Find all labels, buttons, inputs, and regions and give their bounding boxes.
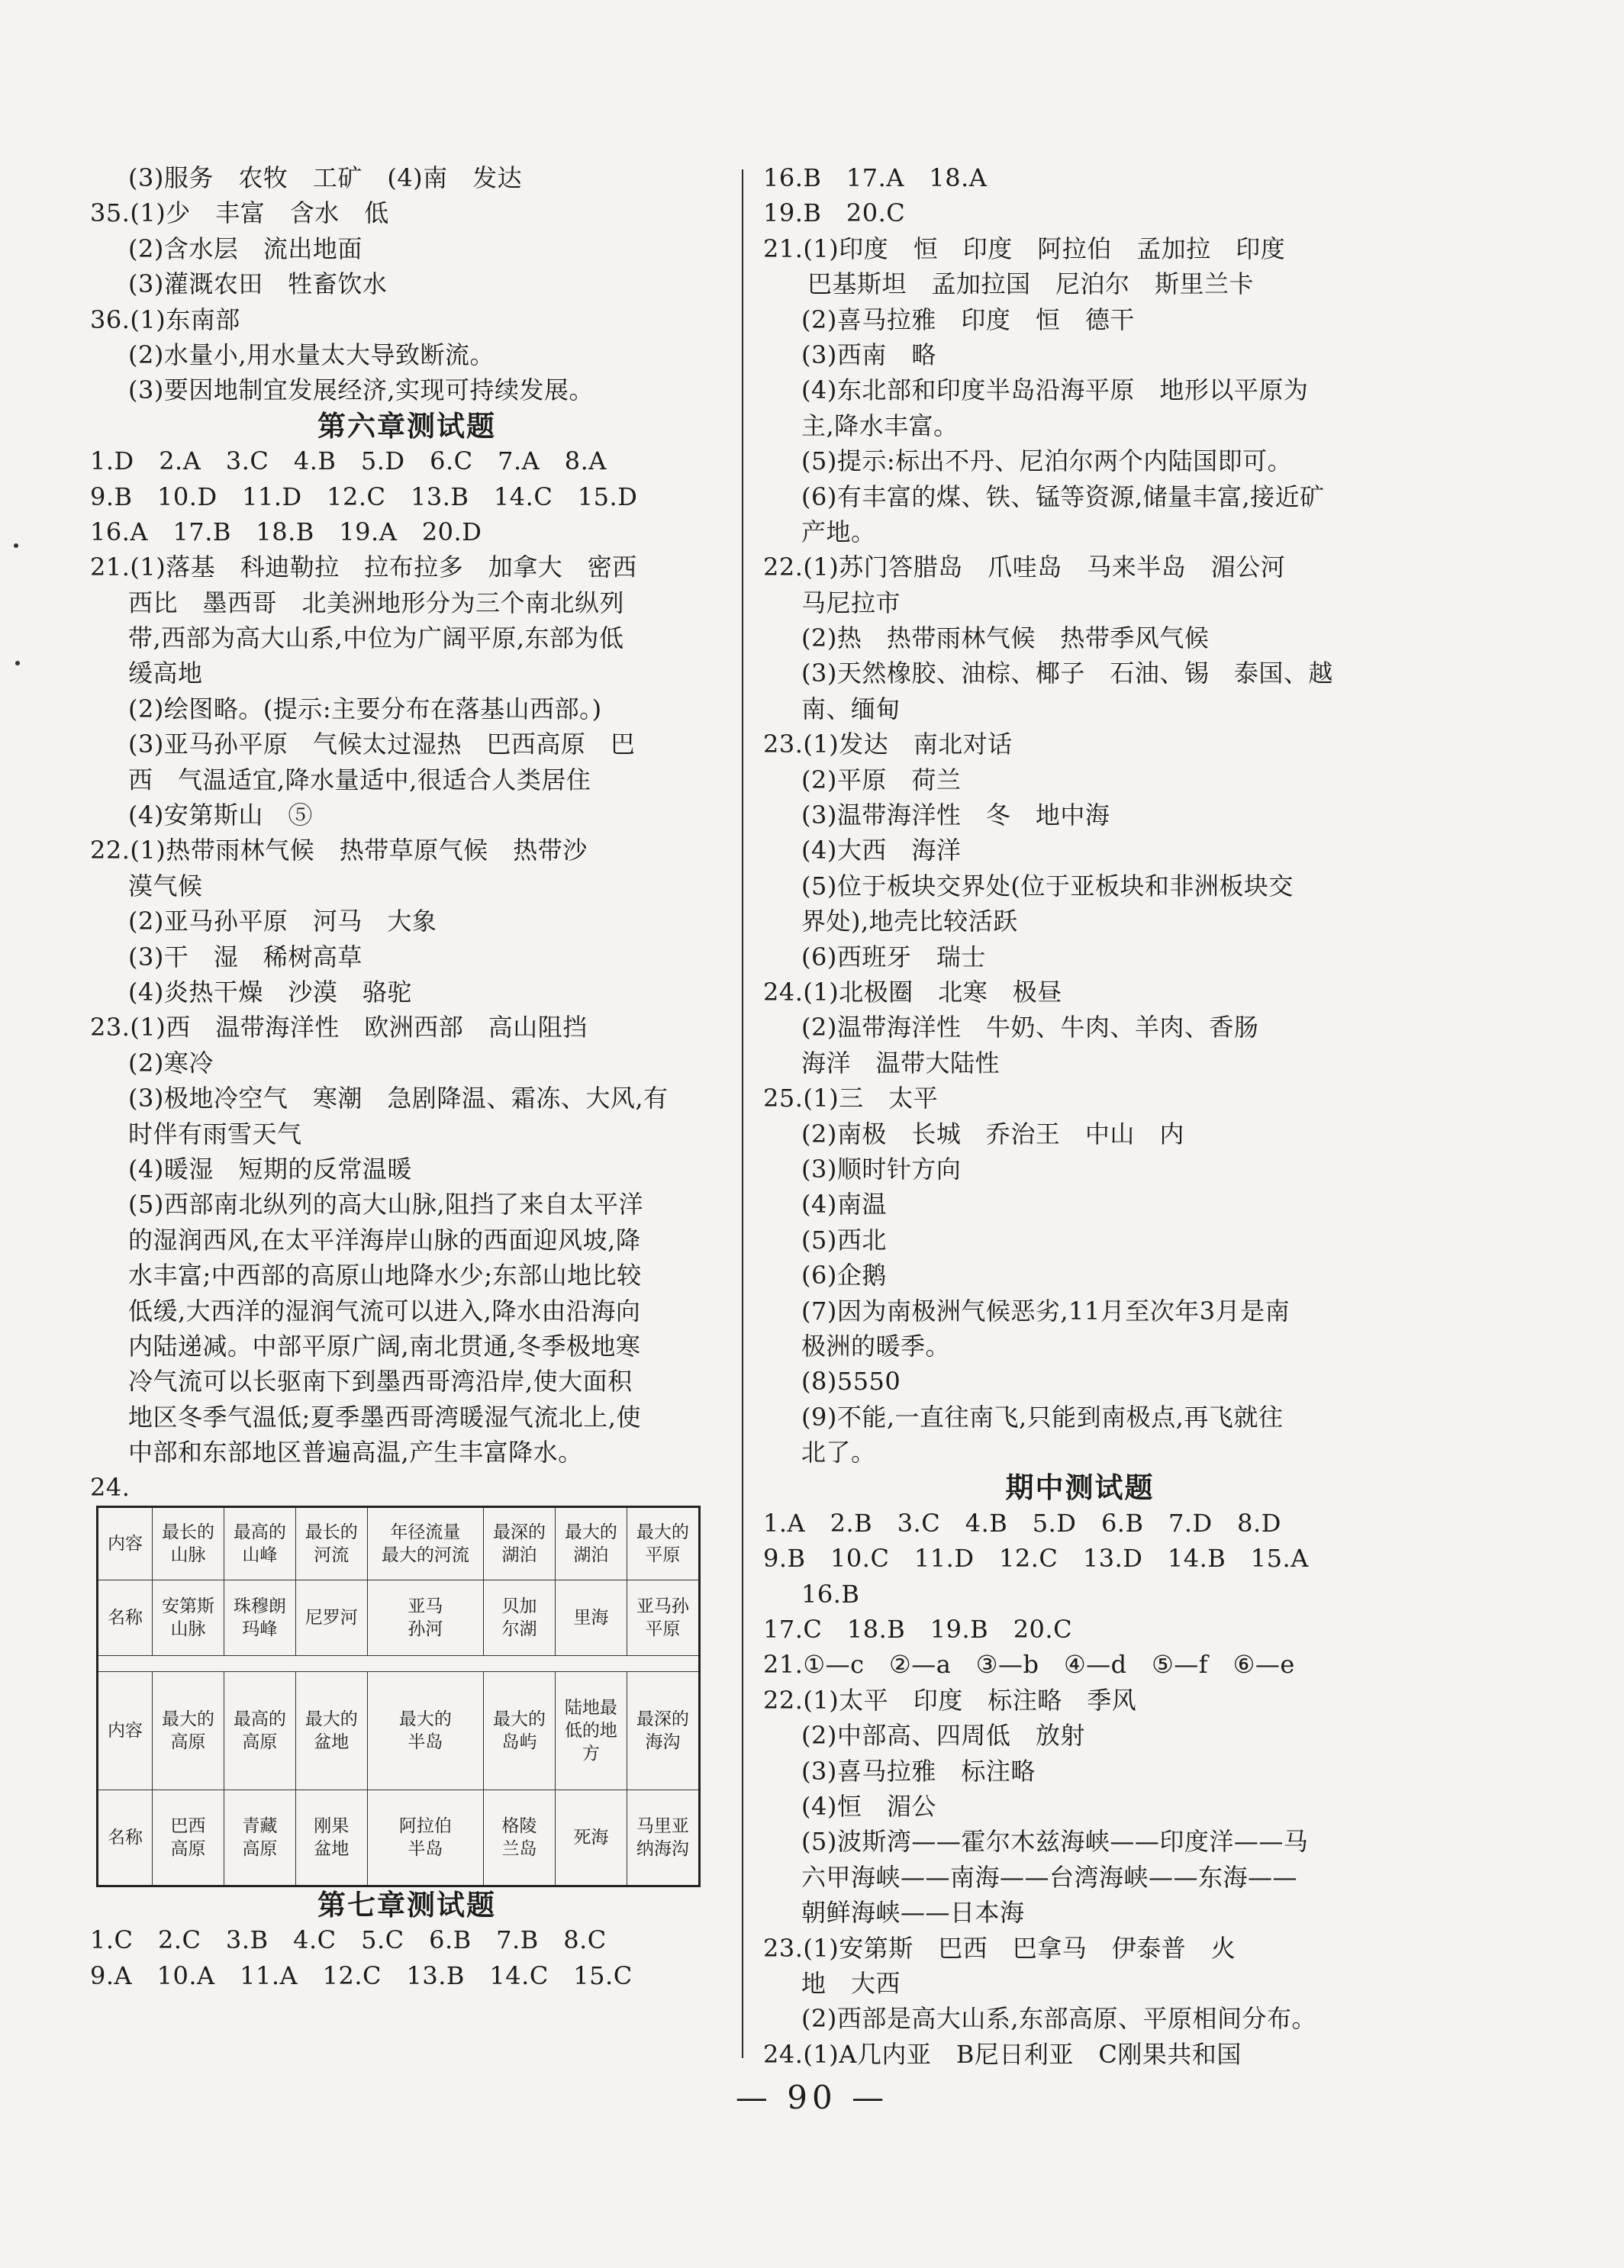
text-line: (2)喜马拉雅 印度 恒 德干 xyxy=(801,304,1135,334)
text-line: (3)喜马拉雅 标注略 xyxy=(801,1756,1036,1786)
table-cell xyxy=(627,1506,699,1580)
text-line: (5)西北 xyxy=(801,1225,887,1255)
text-line: (5)西部南北纵列的高大山脉,阻挡了来自太平洋 xyxy=(128,1190,644,1219)
text-line: (2)平原 荷兰 xyxy=(801,765,962,794)
cell-text: 半岛 xyxy=(408,1732,443,1752)
table-cell xyxy=(98,1506,153,1580)
cell-text: 岛屿 xyxy=(501,1732,537,1752)
text-line: 24.(1)A几内亚 B尼日利亚 C刚果共和国 xyxy=(763,2039,1242,2069)
cell-text: 最高的 xyxy=(233,1522,286,1542)
text-line: 16.A 17.B 18.B 19.A 20.D xyxy=(90,517,482,546)
text-line: 24.(1)北极圈 北寒 极昼 xyxy=(763,977,1062,1007)
cell-text: 最大的 xyxy=(304,1709,358,1729)
cell-text: 巴西 xyxy=(170,1815,206,1836)
text-line: 9.B 10.D 11.D 12.C 13.B 14.C 15.D xyxy=(90,482,638,511)
cell-text: 平原 xyxy=(645,1619,681,1639)
table-cell xyxy=(224,1671,295,1790)
table-row xyxy=(98,1790,700,1886)
text-line: (6)有丰富的煤、铁、锰等资源,储量丰富,接近矿 xyxy=(801,482,1325,511)
table-cell xyxy=(555,1506,627,1580)
cell-text: 山峰 xyxy=(242,1545,278,1565)
cell-text: 高原 xyxy=(242,1732,278,1752)
text-line: (2)寒冷 xyxy=(128,1048,214,1078)
text-line: 马尼拉市 xyxy=(801,588,901,617)
cell-text: 阿拉伯 xyxy=(398,1815,452,1836)
cell-text: 安第斯 xyxy=(161,1596,214,1616)
table-cell xyxy=(224,1506,295,1580)
text-line: 主,降水丰富。 xyxy=(801,411,959,440)
text-line: 六甲海峡——南海——台湾海峡——东海—— xyxy=(801,1862,1298,1892)
table-cell xyxy=(153,1671,224,1790)
cell-text: 山脉 xyxy=(170,1545,206,1565)
cell-text: 最深的 xyxy=(636,1709,689,1729)
right-column xyxy=(763,160,1397,2072)
text-line: (6)企鹅 xyxy=(801,1261,887,1290)
text-line: 界处),地壳比较活跃 xyxy=(801,907,1018,936)
text-line: 16.B xyxy=(801,1579,860,1609)
text-line: (3)西南 略 xyxy=(801,340,936,369)
text-line: 21.(1)落基 科迪勒拉 拉布拉多 加拿大 密西 xyxy=(90,553,637,582)
text-line: (3)天然橡胶、油棕、椰子 石油、锡 泰国、越 xyxy=(801,659,1333,688)
table-cell xyxy=(484,1671,556,1790)
table-row xyxy=(98,1506,700,1580)
margin-dot xyxy=(14,543,18,548)
text-line: (7)因为南极洲气候恶劣,11月至次年3月是南 xyxy=(801,1296,1290,1326)
cell-text: 最大的 xyxy=(398,1709,452,1729)
table-cell xyxy=(555,1790,627,1886)
text-line: (2)亚马孙平原 河马 大象 xyxy=(128,907,437,936)
text-line: 21.①—c ②—a ③—b ④—d ⑤—f ⑥—e xyxy=(763,1650,1295,1680)
text-line: (3)极地冷空气 寒潮 急剧降温、霜冻、大风,有 xyxy=(128,1084,669,1113)
text-line: 17.C 18.B 19.B 20.C xyxy=(763,1615,1073,1645)
text-line: (2)西部是高大山系,东部高原、平原相间分布。 xyxy=(801,2004,1317,2034)
cell-text: 盆地 xyxy=(314,1838,350,1859)
text-line: 19.B 20.C xyxy=(763,198,906,228)
cell-text: 高原 xyxy=(242,1838,278,1859)
text-line: (2)绘图略。(提示:主要分布在落基山西部。) xyxy=(128,694,602,723)
text-line: 西 气温适宜,降水量适中,很适合人类居住 xyxy=(128,765,591,794)
text-line: (2)南极 长城 乔治王 中山 内 xyxy=(801,1119,1184,1148)
table-cell xyxy=(367,1580,483,1655)
cell-text: 内容 xyxy=(108,1533,143,1554)
left-column xyxy=(90,160,723,1993)
cell-text: 亚马 xyxy=(408,1596,443,1616)
midterm-title: 期中测试题 xyxy=(1005,1471,1155,1505)
table-cell xyxy=(555,1671,627,1790)
cell-text: 玛峰 xyxy=(242,1619,278,1639)
cell-text: 最长的 xyxy=(161,1522,214,1542)
cell-text: 珠穆朗 xyxy=(233,1596,286,1616)
table-cell xyxy=(295,1506,367,1580)
text-line: 北了。 xyxy=(801,1438,876,1467)
cell-text: 河流 xyxy=(314,1545,350,1565)
cell-text: 最大的河流 xyxy=(381,1545,469,1565)
text-line: (3)亚马孙平原 气候太过湿热 巴西高原 巴 xyxy=(128,730,636,759)
text-line: (4)大西 海洋 xyxy=(801,836,962,865)
cell-text: 亚马孙 xyxy=(636,1596,689,1616)
cell-text: 内容 xyxy=(108,1720,143,1741)
cell-text: 湖泊 xyxy=(573,1545,609,1565)
text-line: (3)服务 农牧 工矿 (4)南 发达 xyxy=(128,163,523,192)
table-cell xyxy=(627,1790,699,1886)
table-cell xyxy=(627,1671,699,1790)
text-line: 冷气流可以长驱南下到墨西哥湾沿岸,使大面积 xyxy=(128,1367,633,1397)
table-cell xyxy=(484,1580,556,1655)
text-line: (3)干 湿 稀树高草 xyxy=(128,942,362,971)
text-line: 水丰富;中西部的高原山地降水少;东部山地比较 xyxy=(128,1261,642,1290)
text-line: (4)暖湿 短期的反常温暖 xyxy=(128,1154,412,1184)
text-line: 西比 墨西哥 北美洲地形分为三个南北纵列 xyxy=(128,588,625,617)
table-cell xyxy=(98,1790,153,1886)
table-cell xyxy=(555,1580,627,1655)
world-records-table xyxy=(96,1506,701,1887)
table-cell xyxy=(224,1790,295,1886)
margin-dot xyxy=(15,661,20,665)
text-line: (3)要因地制宜发展经济,实现可持续发展。 xyxy=(128,375,594,405)
table-cell xyxy=(153,1580,224,1655)
text-line: 时伴有雨雪天气 xyxy=(128,1119,302,1148)
text-line: 9.A 10.A 11.A 12.C 13.B 14.C 15.C xyxy=(90,1960,633,1990)
text-line: (4)南温 xyxy=(801,1190,887,1219)
text-line: 海洋 温带大陆性 xyxy=(801,1048,1000,1078)
text-line: (5)位于板块交界处(位于亚板块和非洲板块交 xyxy=(801,871,1294,900)
text-line: 内陆递减。中部平原广阔,南北贯通,冬季极地寒 xyxy=(128,1331,641,1361)
text-line: 1.C 2.C 3.B 4.C 5.C 6.B 7.B 8.C xyxy=(90,1925,607,1955)
text-line: 36.(1)东南部 xyxy=(90,304,240,334)
text-line: 朝鲜海峡——日本海 xyxy=(801,1898,1025,1928)
cell-text: 最大的 xyxy=(161,1709,214,1729)
cell-text: 方 xyxy=(582,1743,600,1764)
text-line: (8)5550 xyxy=(801,1367,901,1397)
cell-text: 最大的 xyxy=(564,1522,617,1542)
text-line: 的湿润西风,在太平洋海岸山脉的西面迎风坡,降 xyxy=(128,1225,641,1255)
chapter7-title: 第七章测试题 xyxy=(317,1887,496,1922)
cell-text: 死海 xyxy=(573,1827,609,1848)
text-line: 22.(1)热带雨林气候 热带草原气候 热带沙 xyxy=(90,836,588,865)
text-line: 低缓,大西洋的湿润气流可以进入,降水由沿海向 xyxy=(128,1296,641,1326)
cell-text: 湖泊 xyxy=(501,1545,537,1565)
text-line: 23.(1)发达 南北对话 xyxy=(763,730,1013,759)
text-line: (4)恒 湄公 xyxy=(801,1791,936,1821)
cell-text: 最深的 xyxy=(492,1522,546,1542)
column-divider xyxy=(742,169,743,2058)
text-line: 35.(1)少 丰富 含水 低 xyxy=(90,198,389,228)
text-line: (3)灌溉农田 牲畜饮水 xyxy=(128,269,388,299)
text-line: 漠气候 xyxy=(128,871,203,900)
text-line: (6)西班牙 瑞士 xyxy=(801,942,986,971)
text-line: 24. xyxy=(90,1473,130,1503)
text-line: 25.(1)三 太平 xyxy=(763,1084,939,1113)
text-line: (2)温带海洋性 牛奶、牛肉、羊肉、香肠 xyxy=(801,1013,1259,1042)
cell-text: 名称 xyxy=(108,1607,143,1628)
table-row xyxy=(98,1580,700,1655)
text-line: (3)顺时针方向 xyxy=(801,1154,962,1184)
cell-text: 低的地 xyxy=(564,1720,617,1741)
cell-text: 山脉 xyxy=(170,1619,206,1639)
text-line: (4)炎热干燥 沙漠 骆驼 xyxy=(128,977,412,1007)
text-line: (5)波斯湾——霍尔木兹海峡——印度洋——马 xyxy=(801,1827,1309,1857)
cell-text: 最长的 xyxy=(304,1522,358,1542)
text-line: (2)含水层 流出地面 xyxy=(128,234,362,263)
table-spacer-row xyxy=(98,1655,700,1671)
text-line: (9)不能,一直往南飞,只能到南极点,再飞就往 xyxy=(801,1402,1284,1432)
table-cell xyxy=(295,1671,367,1790)
cell-text: 青藏 xyxy=(242,1815,278,1836)
cell-text: 陆地最 xyxy=(564,1697,617,1718)
text-line: 9.B 10.C 11.D 12.C 13.D 14.B 15.A xyxy=(763,1544,1309,1574)
cell-text: 尔湖 xyxy=(501,1619,537,1639)
text-line: 缓高地 xyxy=(128,659,203,688)
table-cell xyxy=(295,1790,367,1886)
table-cell xyxy=(153,1506,224,1580)
cell-text: 半岛 xyxy=(408,1838,443,1859)
text-line: 地区冬季气温低;夏季墨西哥湾暖湿气流北上,使 xyxy=(128,1402,641,1432)
cell-text: 格陵 xyxy=(501,1815,537,1836)
cell-text: 兰岛 xyxy=(501,1838,537,1859)
chapter6-title: 第六章测试题 xyxy=(317,408,496,443)
table-cell xyxy=(98,1580,153,1655)
cell-text: 最高的 xyxy=(233,1709,286,1729)
table-cell xyxy=(367,1506,483,1580)
cell-text: 平原 xyxy=(645,1545,681,1565)
table-cell xyxy=(153,1790,224,1886)
cell-text: 贝加 xyxy=(501,1596,537,1616)
text-line: 南、缅甸 xyxy=(801,694,901,723)
table-cell xyxy=(627,1580,699,1655)
text-line: (2)中部高、四周低 放射 xyxy=(801,1721,1085,1751)
table-cell xyxy=(484,1790,556,1886)
text-line: 16.B 17.A 18.A xyxy=(763,163,988,192)
text-line: 地 大西 xyxy=(801,1968,901,1998)
text-line: 中部和东部地区普遍高温,产生丰富降水。 xyxy=(128,1438,583,1467)
cell-text: 海沟 xyxy=(645,1732,681,1752)
cell-text: 高原 xyxy=(170,1838,206,1859)
cell-text: 高原 xyxy=(170,1732,206,1752)
text-line: (2)热 热带雨林气候 热带季风气候 xyxy=(801,623,1210,653)
table-cell xyxy=(98,1655,700,1671)
cell-text: 盆地 xyxy=(314,1732,350,1752)
cell-text: 最大的 xyxy=(492,1709,546,1729)
text-line: 23.(1)安第斯 巴西 巴拿马 伊泰普 火 xyxy=(763,1933,1236,1963)
text-line: 1.D 2.A 3.C 4.B 5.D 6.C 7.A 8.A xyxy=(90,446,607,476)
text-line: 带,西部为高大山系,中位为广阔平原,东部为低 xyxy=(128,623,624,653)
table-cell xyxy=(367,1671,483,1790)
text-line: 1.A 2.B 3.C 4.B 5.D 6.B 7.D 8.D xyxy=(763,1508,1281,1538)
table-cell xyxy=(295,1580,367,1655)
table-cell xyxy=(484,1506,556,1580)
table-row xyxy=(98,1671,700,1790)
cell-text: 马里亚 xyxy=(636,1815,689,1836)
text-line: (5)提示:标出不丹、尼泊尔两个内陆国即可。 xyxy=(801,446,1293,476)
cell-text: 名称 xyxy=(108,1827,143,1848)
text-line: (3)温带海洋性 冬 地中海 xyxy=(801,801,1110,830)
text-line: 23.(1)西 温带海洋性 欧洲西部 高山阻挡 xyxy=(90,1013,588,1042)
cell-text: 尼罗河 xyxy=(304,1607,358,1628)
cell-text: 孙河 xyxy=(408,1619,443,1639)
cell-text: 里海 xyxy=(573,1607,609,1628)
text-line: 巴基斯坦 孟加拉国 尼泊尔 斯里兰卡 xyxy=(807,269,1255,299)
text-line: 22.(1)苏门答腊岛 爪哇岛 马来半岛 湄公河 xyxy=(763,553,1286,582)
cell-text: 刚果 xyxy=(314,1815,350,1836)
text-line: 22.(1)太平 印度 标注略 季风 xyxy=(763,1685,1137,1715)
text-line: 极洲的暖季。 xyxy=(801,1331,951,1361)
table-cell xyxy=(98,1671,153,1790)
text-line: (4)安第斯山 ⑤ xyxy=(128,801,313,830)
text-line: 产地。 xyxy=(801,517,876,546)
text-line: (2)水量小,用水量太大导致断流。 xyxy=(128,340,495,369)
text-line: (4)东北部和印度半岛沿海平原 地形以平原为 xyxy=(801,375,1309,405)
page-number: — 90 — xyxy=(735,2079,889,2116)
text-line: 21.(1)印度 恒 印度 阿拉伯 孟加拉 印度 xyxy=(763,234,1286,263)
cell-text: 纳海沟 xyxy=(636,1838,689,1859)
table-cell xyxy=(367,1790,483,1886)
table-cell xyxy=(224,1580,295,1655)
cell-text: 年径流量 xyxy=(390,1522,461,1542)
cell-text: 最大的 xyxy=(636,1522,689,1542)
